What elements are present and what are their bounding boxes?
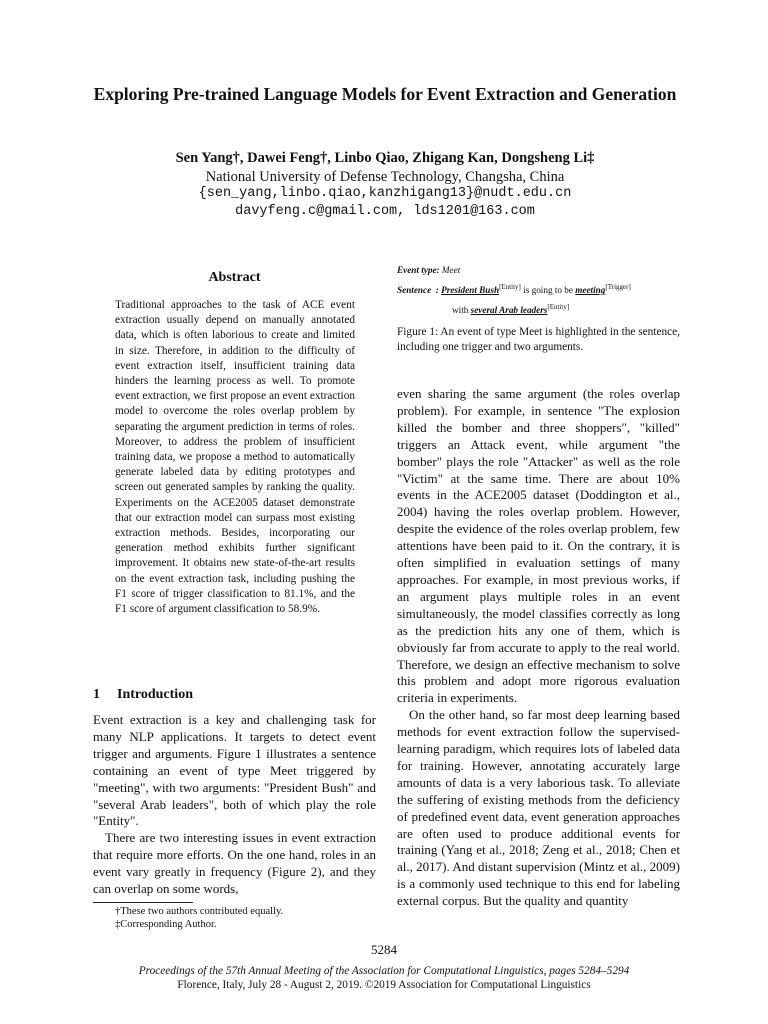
footnotes — [115, 905, 283, 931]
right-paragraph-2: On the other hand, so far most deep learning based methods for event extraction follow the supervised-learning paradigm, which requires lots of labeled data for training. However, annotating accurately large amounts of data is a very laborious task. To alleviate the suffering of existing methods from the deficiency of predefined event data, event generation approaches are often used to produce additional events for training (Yang et al., 2018; Zeng et al., 2018; Chen et al., 2017). And distant supervision (Mintz et al., 2009) is a commonly used technique to this end for labeling external corpus. But the quality and quantity — [397, 707, 680, 909]
intro-text — [93, 712, 376, 898]
figure-1 — [397, 265, 687, 325]
trigger-word: meeting — [575, 285, 606, 296]
section-heading — [93, 687, 376, 703]
argument-2: several Arab leaders — [470, 305, 548, 316]
footnote-rule — [93, 902, 193, 903]
section-number: 1 — [93, 687, 100, 702]
argument-1: President Bush — [441, 285, 500, 296]
author-list: Sen Yang†, Dawei Feng†, Linbo Qiao, Zhigang Kan, Dongsheng Li‡ — [175, 150, 595, 166]
intro-paragraph-2: There are two interesting issues in event extraction that require more efforts. On the one hand, roles in an event vary greatly in frequency (Figure 2), and they can overlap on some words, — [93, 830, 376, 897]
footnote-1: †These two authors contributed equally. — [115, 906, 284, 917]
figure-sentence-line: Sentence : President Bush[Entity] is going to be meeting[Trigger] — [397, 283, 631, 296]
sentence-middle: is going to be — [523, 285, 573, 296]
event-type-label: Event type — [397, 265, 437, 275]
figure-caption: Figure 1: An event of type Meet is highlighted in the sentence, including one trigger and two arguments. — [397, 326, 680, 353]
event-type-value: Meet — [441, 265, 461, 275]
email-line-2: davyfeng.c@gmail.com, lds1201@163.com — [235, 204, 535, 219]
figure-with-line — [452, 303, 569, 315]
argument-2-tag: [Entity] — [547, 303, 570, 311]
trigger-tag: [Trigger] — [605, 283, 631, 291]
email-line-1: {sen_yang,linbo.qiao,kanzhigang13}@nudt.edu.cn — [198, 186, 572, 201]
abstract-text: Traditional approaches to the task of ACE event extraction usually depend on manually annotated data, which is often laborious to create and limited in size. Therefore, in addition to the difficulty of event extraction itself, insufficient training data hinders the learning process as well. To promote event extraction, we first propose an event extraction model to overcome the roles overlap problem by separating the argument prediction in terms of roles. Moreover, to address the problem of insufficient training data, we propose a method to automatically generate labeled data by editing prototypes and screen out generated samples by ranking the quality. Experiments on the ACE2005 dataset demonstrate that our extraction model can surpass most existing extraction methods. Besides, incorporating our generation method exhibits further significant improvement. It obtains new state-of-the-art results on the event extraction task, including pushing the F1 score of trigger classification to 81.1%, and the F1 score of argument classification to 58.9%. — [115, 299, 355, 616]
page-number: 5284 — [371, 942, 397, 957]
footnote-2: ‡Corresponding Author. — [115, 919, 217, 930]
intro-paragraph-1: Event extraction is a key and challenging task for many NLP applications. It targets to detect event trigger and arguments. Figure 1 illustrates a sentence containing an event of type Meet triggered by "meeting", with two arguments: "President Bush" and "several Arab leaders", both of which play the role "Entity". — [93, 712, 376, 829]
right-paragraph-1: even sharing the same argument (the roles overlap problem). For example, in sentence "The explosion killed the bomber and three shoppers", "killed" triggers an Attack event, while argument "the bomber" plays the role "Attacker" as well as the role "Victim" at the same time. There are about 10% events in the ACE2005 dataset (Doddington et al., 2004) having the roles overlap problem. However, despite the evidence of the roles overlap problem, few attentions have been paid to it. On the contrary, it is often simplified in evaluation settings of many approaches. For example, in most previous works, if an argument plays multiple roles in an event simultaneously, the model classifies correctly as long as the prediction hits any one of them, which is obviously far from accurate to apply to the real world. Therefore, we design an effective mechanism to solve this problem and adopt more rigorous evaluation criteria in experiments. — [397, 386, 680, 706]
affiliation: National University of Defense Technology, Changsha, China — [205, 169, 565, 185]
section-title: Introduction — [117, 687, 193, 702]
figure-event-type: Event type: Meet — [397, 265, 461, 275]
abstract-heading: Abstract — [208, 270, 261, 285]
paper-title: Exploring Pre-trained Language Models for Event Extraction and Generation — [93, 84, 677, 104]
right-column-text — [397, 386, 680, 910]
argument-1-tag: [Entity] — [499, 283, 521, 291]
with-word: with — [452, 305, 469, 316]
venue-line: Florence, Italy, July 28 - August 2, 2019. ©2019 Association for Computational Linguistics — [177, 979, 591, 991]
proceedings-line: Proceedings of the 57th Annual Meeting of the Association for Computational Linguistics, pages 5284–5294 — [138, 965, 630, 977]
sentence-label: Sentence — [397, 285, 432, 296]
